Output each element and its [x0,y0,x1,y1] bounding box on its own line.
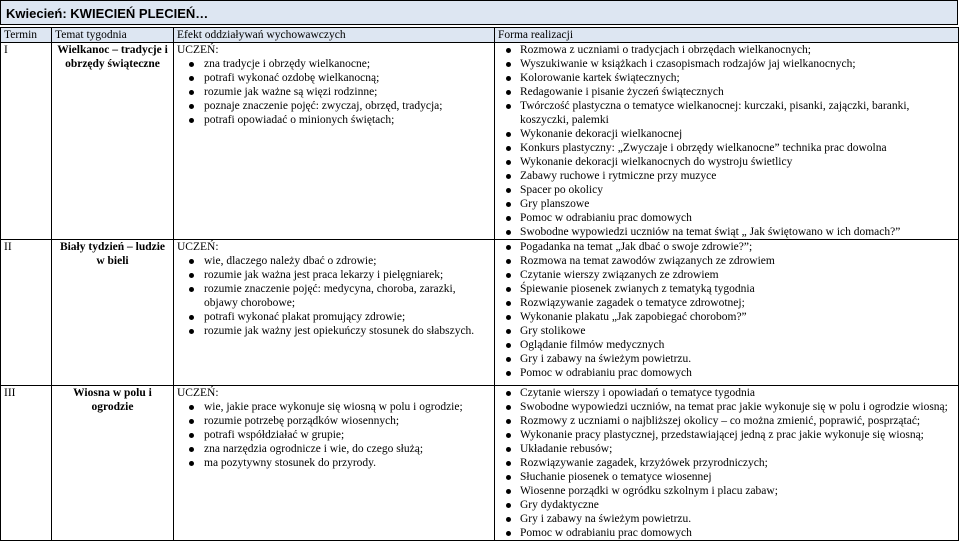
form-cell [495,386,959,541]
form-item: Gry i zabawy na świeżym powietrzu. [498,352,955,366]
effect-list [177,57,491,127]
form-item: Zabawy ruchowe i rytmiczne przy muzyce [498,169,955,183]
effect-item: poznaje znaczenie pojęć: zwyczaj, obrzęd, tradycja; [177,99,491,113]
form-item: Rozwiązywanie zagadek o tematyce zdrowotnej; [498,296,955,310]
form-item: Twórczość plastyczna o tematyce wielkanocnej: kurczaki, pisanki, zajączki, baranki, koszyczki, palemki [498,99,955,127]
effect-list [177,254,491,338]
form-item: Śpiewanie piosenek zwianych z tematyką tygodnia [498,282,955,296]
effect-item: rozumie jak ważne są więzi rodzinne; [177,85,491,99]
effect-item: rozumie znaczenie pojęć: medycyna, choroba, zarazki, objawy chorobowe; [177,282,491,310]
form-item: Czytanie wierszy i opowiadań o tematyce tygodnia [498,386,955,400]
form-item: Czytanie wierszy związanych ze zdrowiem [498,268,955,282]
form-item: Pomoc w odrabianiu prac domowych [498,366,955,380]
temat-cell: Biały tydzień – ludzie w bieli [52,240,174,386]
page-title: Kwiecień: KWIECIEŃ PLECIEŃ… [0,0,958,25]
header-efekt: Efekt oddziaływań wychowawczych [174,28,495,43]
form-item: Wykonanie plakatu „Jak zapobiegać chorobom?” [498,310,955,324]
table-row [1,43,959,240]
form-item: Rozmowa na temat zawodów związanych ze zdrowiem [498,254,955,268]
form-item: Wiosenne porządki w ogródku szkolnym i placu zabaw; [498,484,955,498]
form-item: Pogadanka na temat „Jak dbać o swoje zdrowie?”; [498,240,955,254]
form-list [498,43,955,239]
effect-item: ma pozytywny stosunek do przyrody. [177,456,491,470]
form-item: Wykonanie dekoracji wielkanocnych do wystroju świetlicy [498,155,955,169]
header-forma: Forma realizacji [495,28,959,43]
effect-item: zna tradycje i obrzędy wielkanocne; [177,57,491,71]
effect-cell [174,43,495,240]
plan-table [0,27,959,541]
uczen-label: UCZEŃ: [177,241,219,253]
table-header-row [1,28,959,43]
effect-item: rozumie potrzebę porządków wiosennych; [177,414,491,428]
form-item: Wyszukiwanie w książkach i czasopismach rodzajów jaj wielkanocnych; [498,57,955,71]
effect-item: potrafi opowiadać o minionych świętach; [177,113,491,127]
effect-list [177,400,491,470]
form-item: Pomoc w odrabianiu prac domowych [498,526,955,540]
form-item: Oglądanie filmów medycznych [498,338,955,352]
form-item: Wykonanie pracy plastycznej, przedstawiającej jedną z prac jakie wykonuje się wiosną; [498,428,955,442]
form-item: Kolorowanie kartek świątecznych; [498,71,955,85]
form-item: Swobodne wypowiedzi uczniów, na temat prac jakie wykonuje się w polu i ogrodzie wiosną; [498,400,955,414]
form-list [498,386,955,540]
form-item: Rozmowa z uczniami o tradycjach i obrzędach wielkanocnych; [498,43,955,57]
form-item: Swobodne wypowiedzi uczniów na temat świąt „ Jak świętowano w ich domach?” [498,225,955,239]
form-item: Gry dydaktyczne [498,498,955,512]
effect-item: rozumie jak ważny jest opiekuńczy stosunek do słabszych. [177,324,491,338]
effect-item: wie, jakie prace wykonuje się wiosną w polu i ogrodzie; [177,400,491,414]
form-item: Gry i zabawy na świeżym powietrzu. [498,512,955,526]
form-item: Spacer po okolicy [498,183,955,197]
form-item: Gry stolikowe [498,324,955,338]
effect-item: potrafi współdziałać w grupie; [177,428,491,442]
form-item: Słuchanie piosenek o tematyce wiosennej [498,470,955,484]
effect-item: zna narzędzia ogrodnicze i wie, do czego służą; [177,442,491,456]
uczen-label: UCZEŃ: [177,387,219,399]
form-item: Pomoc w odrabianiu prac domowych [498,211,955,225]
table-row [1,386,959,541]
form-cell [495,240,959,386]
form-item: Układanie rebusów; [498,442,955,456]
form-item: Redagowanie i pisanie życzeń świątecznych [498,85,955,99]
effect-cell [174,386,495,541]
effect-item: potrafi wykonać plakat promujący zdrowie; [177,310,491,324]
effect-item: rozumie jak ważna jest praca lekarzy i pielęgniarek; [177,268,491,282]
form-item: Konkurs plastyczny: „Zwyczaje i obrzędy wielkanocne” technika prac dowolna [498,141,955,155]
form-item: Wykonanie dekoracji wielkanocnej [498,127,955,141]
form-cell [495,43,959,240]
header-termin: Termin [1,28,52,43]
form-list [498,240,955,380]
termin-cell: III [1,386,52,541]
form-item: Rozmowy z uczniami o najbliższej okolicy – co można zmienić, poprawić, posprzątać; [498,414,955,428]
form-item: Gry planszowe [498,197,955,211]
form-item: Rozwiązywanie zagadek, krzyżówek przyrodniczych; [498,456,955,470]
effect-item: wie, dlaczego należy dbać o zdrowie; [177,254,491,268]
header-temat: Temat tygodnia [52,28,174,43]
termin-cell: II [1,240,52,386]
uczen-label: UCZEŃ: [177,44,219,56]
termin-cell: I [1,43,52,240]
temat-cell: Wiosna w polu i ogrodzie [52,386,174,541]
effect-cell [174,240,495,386]
table-row [1,240,959,386]
temat-cell: Wielkanoc – tradycje i obrzędy świąteczne [52,43,174,240]
effect-item: potrafi wykonać ozdobę wielkanocną; [177,71,491,85]
